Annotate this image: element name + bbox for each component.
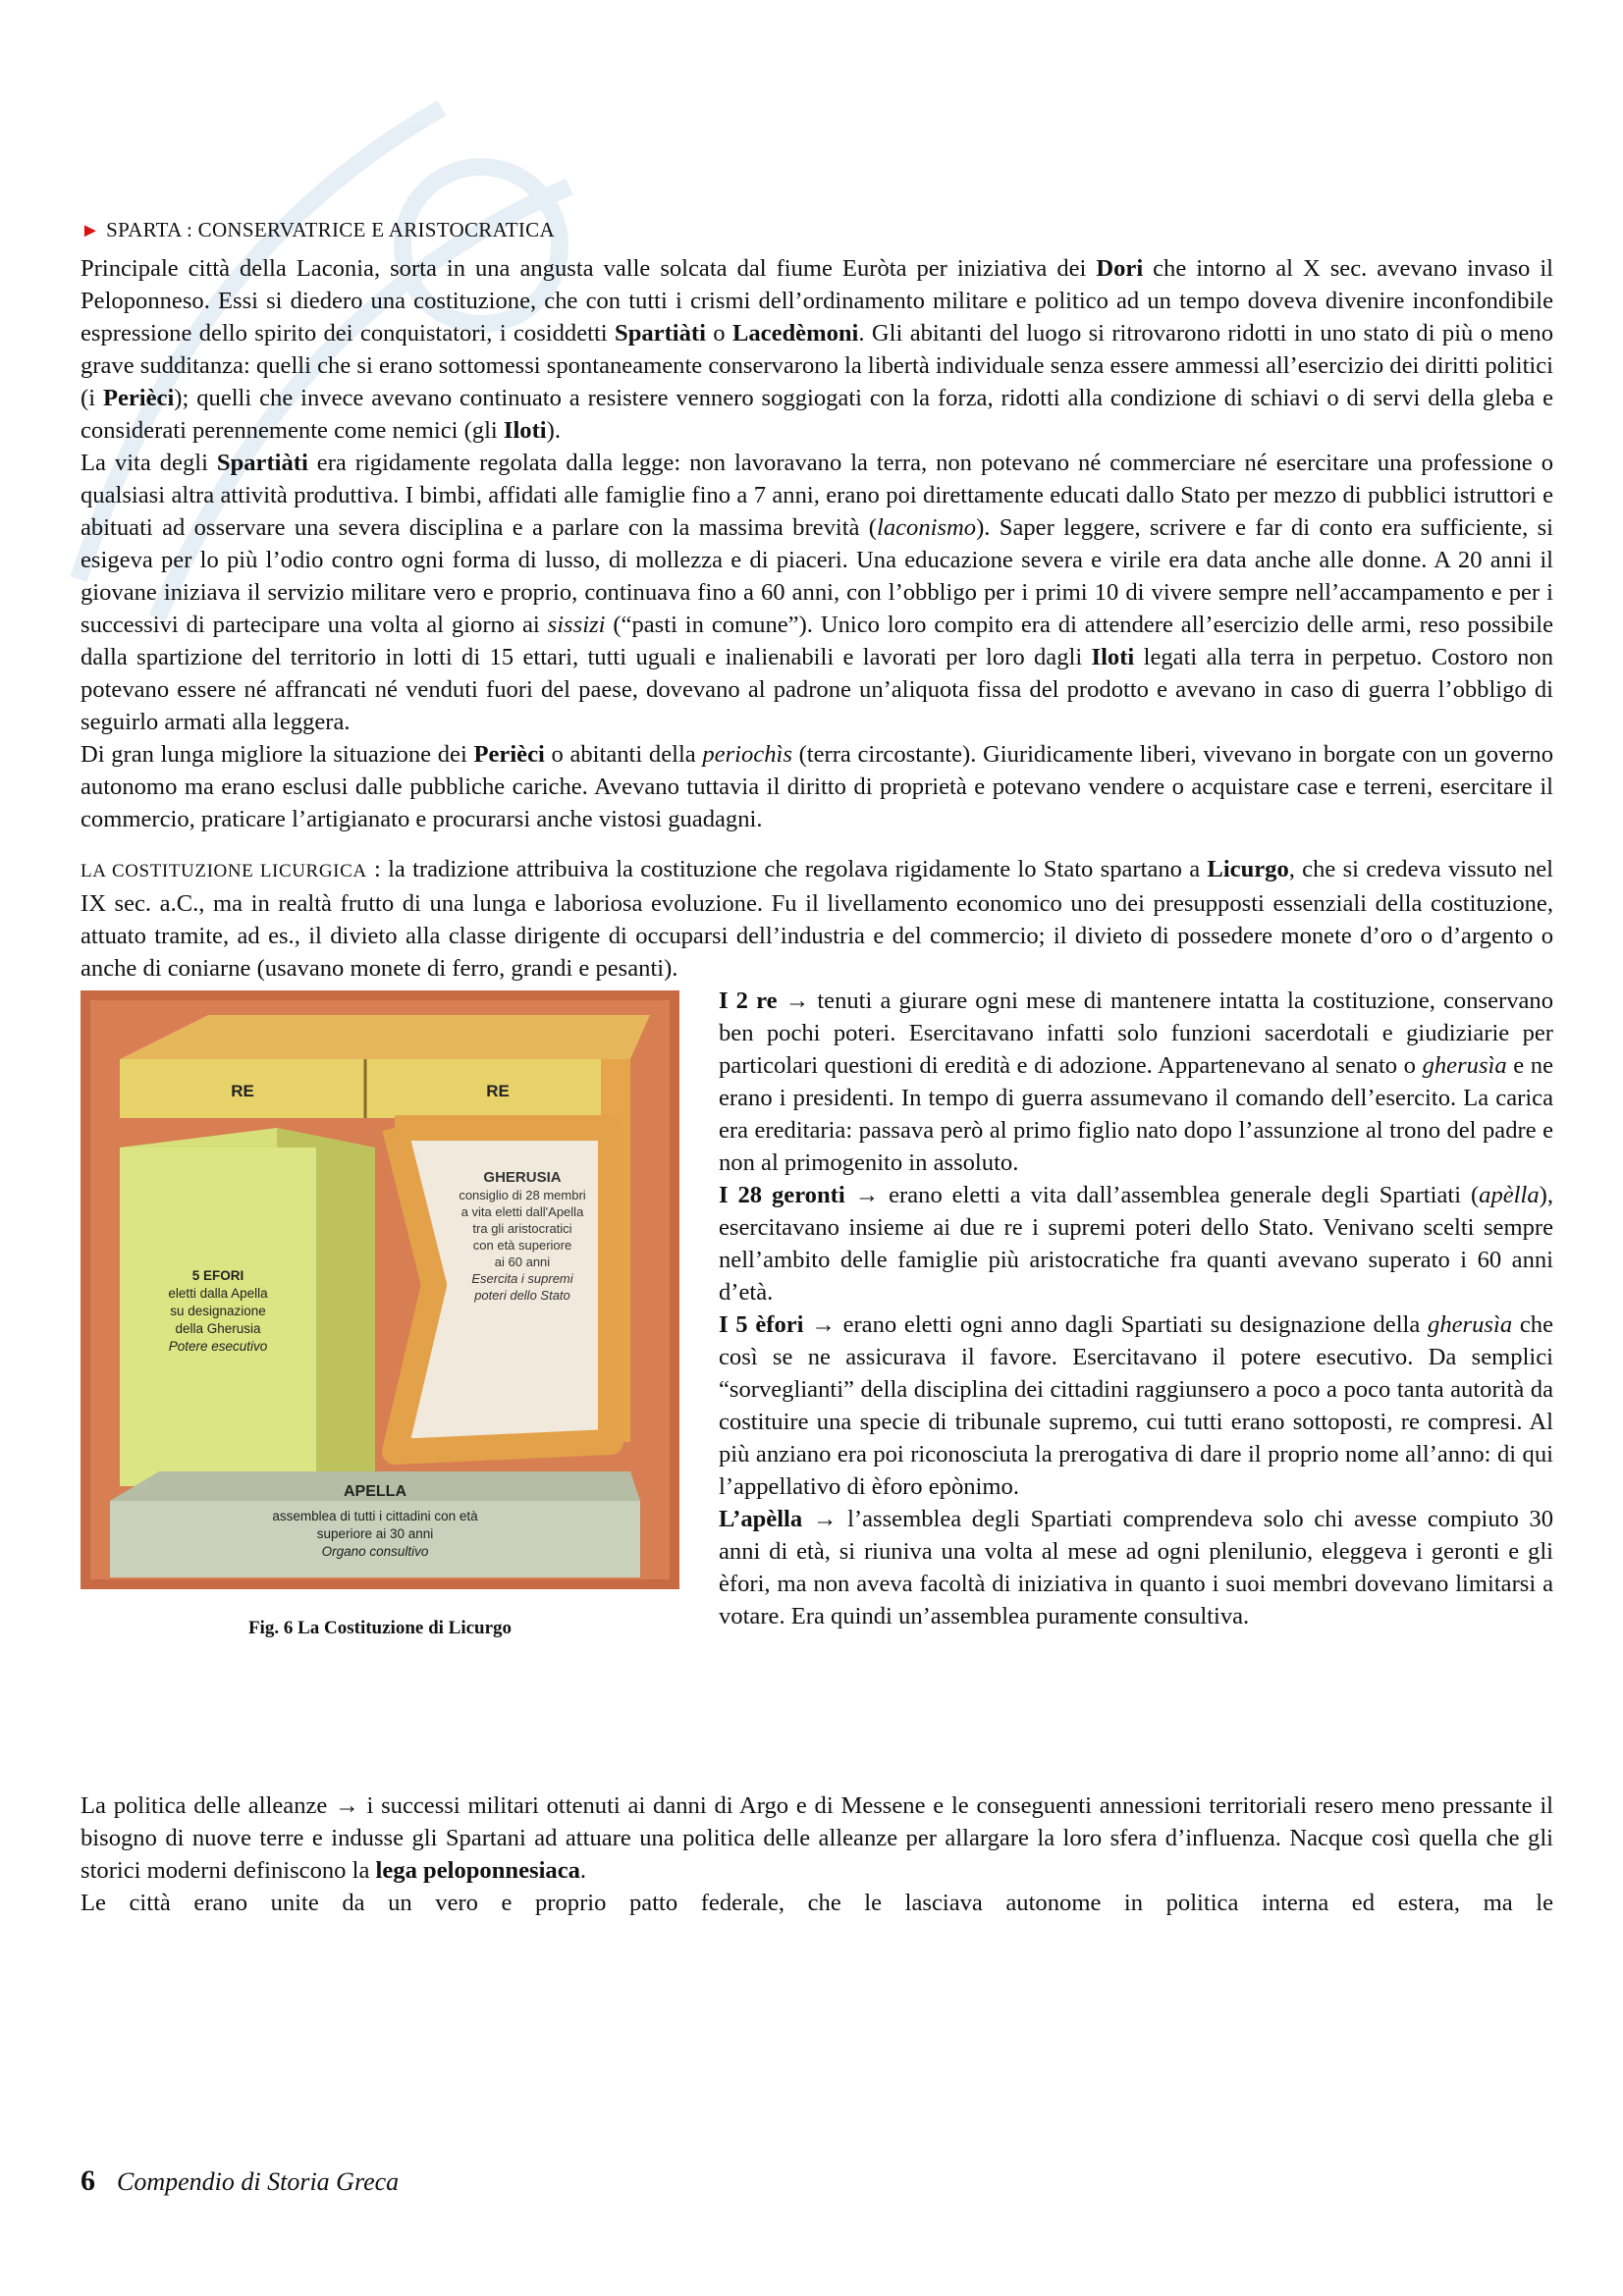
apella-label-3: Organo consultivo — [321, 1544, 429, 1559]
paragraph-perieci: Di gran lunga migliore la situazione dei Perièci o abitanti della periochìs (terra circostante). Giuridicamente liberi, vivevano in borgate con un governo autonomo ma erano esclusi dalle pubbliche cariche. Avevano tuttavia il diritto di proprietà e potevano vendere o acquistare case e terreni, esercitare il commercio, praticare l’artigianato e procurarsi anche vistosi guadagni. — [81, 741, 1553, 832]
paragraph-citta: Le città erano unite da un vero e proprio patto federale, che le lasciava autonome in politica interna ed estera, ma le — [81, 1890, 1553, 1916]
paragraph-costituzione: LA COSTITUZIONE LICURGICA : la tradizione attribuiva la costituzione che regolava rigidamente lo Stato spartano a Licurgo, che si credeva vissuto nel IX sec. a.C., ma in realtà frutto di una lunga e laboriosa evoluzione. Fu il livellamento economico uno dei presupposti essenziali della costituzione, attuato tramite, ad es., il divieto alla classe dirigente di occuparsi dell’industria e del commercio; il divieto di possedere monete d’oro o d’argento o anche di coniarne (usavano monete di ferro, grandi e pesanti). — [81, 856, 1554, 982]
re-left-label: RE — [231, 1082, 254, 1100]
paragraph-intro: Principale città della Laconia, sorta in una angusta valle solcata dal fiume Euròta per iniziativa dei Dori che intorno al X sec. avevano invaso il Peloponneso. Essi si diedero una costituzione, che con tutti i crismi dell’ordinamento militare e politico ad un tempo doveva divenire inconfondibile espressione dello spirito dei conquistatori, i cosiddetti Spartiàti o Lacedèmoni. Gli abitanti del luogo si ritrovarono ridotti in uno stato di più o meno grave sudditanza: quelli che si erano sottomessi spontaneamente conservarono la libertà individuale senza essere ammessi all’esercizio dei diritti politici (i Perièci); quelli che invece avevano continuato a resistere vennero soggiogati con la forza, ridotti alla condizione di schiavi o di servi della gleba e considerati perennemente come nemici (gli Iloti). — [81, 255, 1554, 444]
re-right-label: RE — [486, 1082, 510, 1100]
efori-label-0: 5 EFORI — [191, 1268, 244, 1283]
section-heading: ► SPARTA : CONSERVATRICE E ARISTOCRATICA — [81, 218, 555, 241]
paragraph-efori: I 5 èfori → erano eletti ogni anno dagli Spartiati su designazione della gherusìa che così se ne assicurava il favore. Esercitavano il potere esecutivo. Da semplici “sorveglianti” della disciplina dei cittadini raggiunsero a poco a poco tanta autorità da costituire una specie di tribunale supremo, cui tutti erano sottoposti, re compresi. Al più anziano era poi riconosciuta la prerogativa di dare il proprio nome all’anno: di qui l’appellativo di èforo epònimo. — [719, 1311, 1553, 1500]
gherusia-label-0: GHERUSIA — [483, 1169, 562, 1186]
gherusia-label-7: poteri dello Stato — [474, 1288, 570, 1303]
apella-label-1: assemblea di tutti i cittadini con età — [272, 1509, 478, 1523]
gherusia-label-3: tra gli aristocratici — [472, 1221, 572, 1236]
gherusia-label-2: a vita eletti dall'Apella — [460, 1204, 584, 1219]
gherusia-label-4: con età superiore — [472, 1238, 572, 1253]
gherusia-label-1: consiglio di 28 membri — [459, 1188, 586, 1202]
apella-label-2: superiore ai 30 anni — [316, 1526, 434, 1541]
figure-block — [81, 985, 1553, 1789]
gherusia-label-6: Esercita i supremi — [471, 1271, 573, 1286]
figure-side-text — [719, 985, 1553, 1632]
paragraph-alleanze: La politica delle alleanze → i successi militari ottenuti ai danni di Argo e di Messene e le conseguenti annessioni territoriali resero meno pressante il bisogno di nuove terre e indusse gli Spartani ad attuare una politica delle alleanze per allargare la loro sfera d’influenza. Nacque così quella che gli storici moderni definiscono la lega peloponnesiaca. — [81, 1792, 1553, 1884]
paragraph-life: La vita degli Spartiàti era rigidamente regolata dalla legge: non lavoravano la terra, non potevano né commerciare né esercitare una professione o qualsiasi altra attività produttiva. I bimbi, affidati alle famiglie fino a 7 anni, erano poi direttamente educati dallo Stato per mezzo di pubblici istruttori e abituati ad osservare una severa disciplina e a parlare con la massima brevità (laconismo). Saper leggere, scrivere e far di conto era sufficiente, si esigeva per lo più l’odio contro ogni forma di lusso, di mollezza e di piaceri. Una educazione severa e virile era data anche alle donne. A 20 anni il giovane iniziava il servizio militare vero e proprio, continuava fino a 60 anni, con l’obbligo per i primi 10 di vivere sempre nell’accampamento e per i successivi di partecipare una volta al giorno ai sissizi (“pasti in comune”). Unico loro compito era di attendere all’esercizio delle armi, reso possibile dalla spartizione del territorio in lotti di 15 ettari, tutti uguali e inalienabili e lavorati per loro dagli Iloti legati alla terra in perpetuo. Costoro non potevano essere né affrancati né venduti fuori del paese, dovevano al padrone un’aliquota fissa del prodotto e avevano in caso di guerra l’obbligo di seguirlo armati alla leggera. — [81, 450, 1553, 735]
page-footer — [81, 2164, 399, 2198]
paragraph-apella: L’apèlla → l’assemblea degli Spartiati comprendeva solo chi avesse compiuto 30 anni di età, si riuniva una volta al mese ad ogni plenilunio, eleggeva i geronti e gli èfori, ma non aveva facoltà di iniziativa in quanto i suoi membri dovevano limitarsi a votare. Era quindi un’assemblea puramente consultiva. — [719, 1506, 1553, 1629]
triangle-bullet-icon: ► — [81, 220, 101, 241]
apella-label-0: APELLA — [344, 1483, 406, 1500]
book-title: Compendio di Storia Greca — [117, 2167, 400, 2196]
page-number: 6 — [81, 2164, 95, 2197]
gherusia-label-5: ai 60 anni — [494, 1255, 551, 1269]
efori-label-3: della Gherusia — [175, 1321, 261, 1336]
figure-caption: Fig. 6 La Costituzione di Licurgo — [247, 1618, 513, 1638]
paragraph-re: I 2 re → tenuti a giurare ogni mese di mantenere intatta la costituzione, conservano ben pochi poteri. Esercitavano infatti solo funzioni sacerdotali e giudiziarie per particolari questioni di eredità e di adozione. Appartenevano al senato o gherusìa e ne erano i presidenti. In tempo di guerra assumevano il comando dell’esercito. La carica era ereditaria: passava però al primo figlio nato dopo l’assunzione al trono del padre e non al primogenito in assoluto. — [719, 988, 1554, 1176]
efori-label-4: Potere esecutivo — [168, 1339, 268, 1354]
efori-label-2: su designazione — [170, 1304, 266, 1318]
top-bar-shape — [120, 1015, 650, 1059]
page-content — [81, 218, 1553, 1919]
paragraph-geronti: I 28 geronti → erano eletti a vita dall’assemblea generale degli Spartiati (apèlla), esercitavano insieme ai due re i supremi poteri dello Stato. Venivano scelti sempre nell’ambito delle famiglie più aristocratiche fra quanti avevano superato i 60 anni d’età. — [719, 1182, 1553, 1306]
constitution-diagram — [81, 990, 679, 1589]
efori-label-1: eletti dalla Apella — [168, 1286, 268, 1301]
